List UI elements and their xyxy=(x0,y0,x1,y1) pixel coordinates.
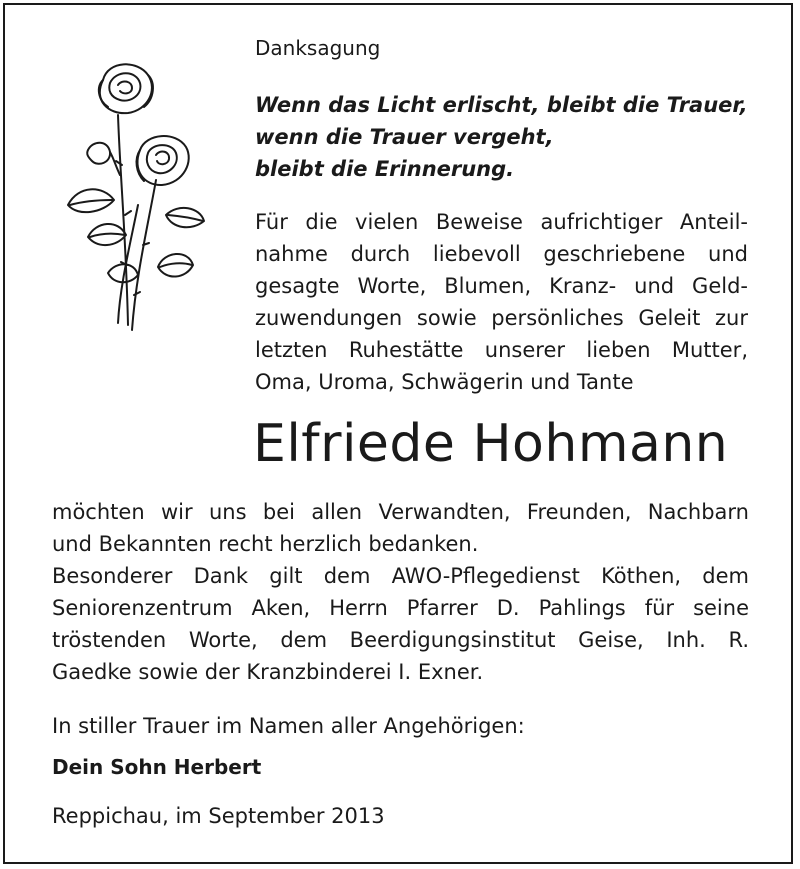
body-line: tröstenden Worte, dem Beerdigungsinstitut Geise, Inh. R. xyxy=(52,628,749,652)
motto-quote xyxy=(255,89,748,185)
body-line: Seniorenzentrum Aken, Herrn Pfarrer D. Pahlings für seine xyxy=(52,596,749,620)
body-paragraph xyxy=(52,496,749,688)
intro-line: letzten Ruhestätte unserer lieben Mutter, xyxy=(255,338,748,362)
intro-line: zuwendungen sowie persönliches Geleit zur xyxy=(255,306,748,330)
rose-icon xyxy=(48,55,218,335)
motto-line: bleibt die Erinnerung. xyxy=(255,157,515,181)
intro-line: Oma, Uroma, Schwägerin und Tante xyxy=(255,370,634,394)
intro-line: gesagte Worte, Blumen, Kranz- und Geld- xyxy=(255,274,748,298)
intro-line: Für die vielen Beweise aufrichtiger Anteil- xyxy=(255,210,748,234)
body-line: Besonderer Dank gilt dem AWO-Pflegedienst Köthen, dem xyxy=(52,564,749,588)
deceased-name: Elfriede Hohmann xyxy=(253,414,729,474)
body-line: möchten wir uns bei allen Verwandten, Freunden, Nachbarn xyxy=(52,500,749,524)
body-line: und Bekannten recht herzlich bedanken. xyxy=(52,532,479,556)
motto-line: Wenn das Licht erlischt, bleibt die Trauer, xyxy=(255,93,748,117)
motto-line: wenn die Trauer vergeht, xyxy=(255,125,554,149)
body-line: Gaedke sowie der Kranzbinderei I. Exner. xyxy=(52,660,484,684)
signature: Dein Sohn Herbert xyxy=(52,755,262,779)
heading-danksagung: Danksagung xyxy=(255,36,381,60)
intro-line: nahme durch liebevoll geschriebene und xyxy=(255,242,748,266)
place-date: Reppichau, im September 2013 xyxy=(52,804,385,828)
mourning-line: In stiller Trauer im Namen aller Angehörigen: xyxy=(52,714,525,738)
intro-paragraph xyxy=(255,206,748,398)
